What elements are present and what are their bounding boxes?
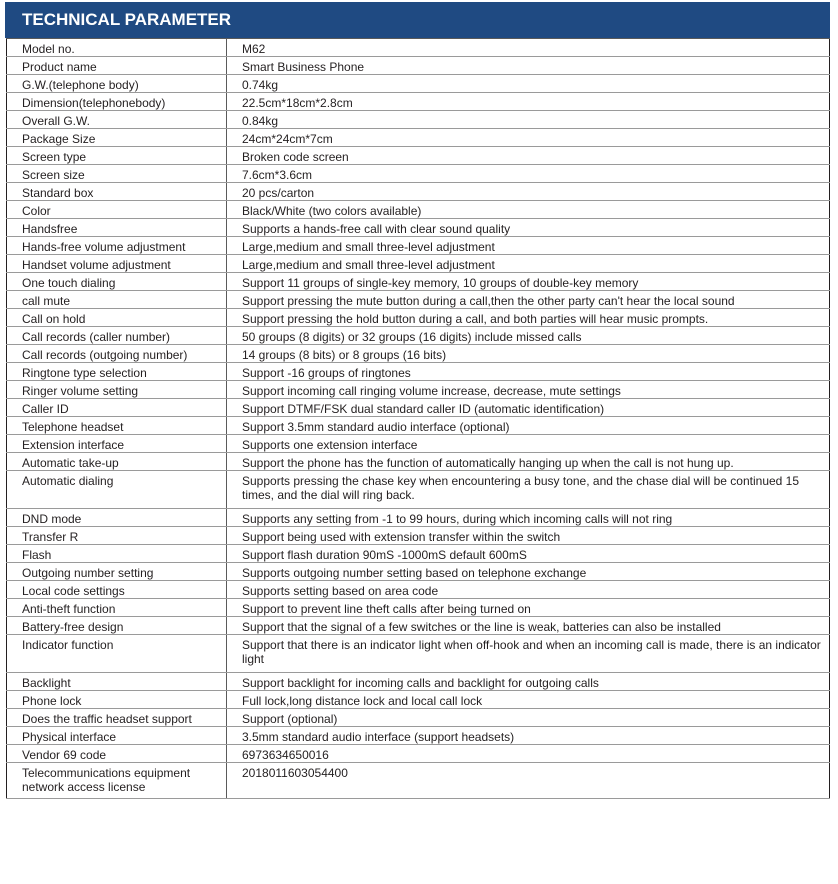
table-row <box>7 581 830 599</box>
table-row <box>7 563 830 581</box>
parameter-name: Extension interface <box>7 435 227 453</box>
table-row <box>7 417 830 435</box>
parameter-name: Screen size <box>7 165 227 183</box>
parameter-name: Screen type <box>7 147 227 165</box>
table-row <box>7 763 830 799</box>
table-row <box>7 453 830 471</box>
parameter-name: Physical interface <box>7 727 227 745</box>
parameter-name: Dimension(telephonebody) <box>7 93 227 111</box>
table-row <box>7 363 830 381</box>
table-row <box>7 75 830 93</box>
parameter-value: Support the phone has the function of automatically hanging up when the call is not hung up. <box>227 453 830 471</box>
parameter-name: Handsfree <box>7 219 227 237</box>
parameter-value: Supports outgoing number setting based on telephone exchange <box>227 563 830 581</box>
table-row <box>7 129 830 147</box>
parameter-value: Support backlight for incoming calls and backlight for outgoing calls <box>227 673 830 691</box>
table-row <box>7 727 830 745</box>
parameter-value: Supports setting based on area code <box>227 581 830 599</box>
parameter-value: 3.5mm standard audio interface (support headsets) <box>227 727 830 745</box>
table-row <box>7 635 830 673</box>
parameter-name: Does the traffic headset support <box>7 709 227 727</box>
parameter-value: Large,medium and small three-level adjustment <box>227 255 830 273</box>
parameter-name: One touch dialing <box>7 273 227 291</box>
table-row <box>7 509 830 527</box>
parameter-name: Telecommunications equipment network access license <box>7 763 227 799</box>
parameter-value: Supports pressing the chase key when encountering a busy tone, and the chase dial will be continued 15 times, and the dial will ring back. <box>227 471 830 509</box>
table-row <box>7 165 830 183</box>
parameter-name: Automatic dialing <box>7 471 227 509</box>
parameter-value: 0.84kg <box>227 111 830 129</box>
table-row <box>7 527 830 545</box>
table-row <box>7 691 830 709</box>
parameter-name: Telephone headset <box>7 417 227 435</box>
table-row <box>7 201 830 219</box>
parameter-name: Phone lock <box>7 691 227 709</box>
parameter-value: 50 groups (8 digits) or 32 groups (16 digits) include missed calls <box>227 327 830 345</box>
table-row <box>7 147 830 165</box>
table-row <box>7 617 830 635</box>
parameter-value: 7.6cm*3.6cm <box>227 165 830 183</box>
parameter-name: Local code settings <box>7 581 227 599</box>
table-row <box>7 435 830 453</box>
parameter-name: Anti-theft function <box>7 599 227 617</box>
table-row <box>7 111 830 129</box>
parameter-value: 0.74kg <box>227 75 830 93</box>
table-row <box>7 745 830 763</box>
parameter-value: Support pressing the mute button during a call,then the other party can't hear the local sound <box>227 291 830 309</box>
parameter-value: Support incoming call ringing volume increase, decrease, mute settings <box>227 381 830 399</box>
parameter-name: Indicator function <box>7 635 227 673</box>
parameter-value: 6973634650016 <box>227 745 830 763</box>
parameter-name: Battery-free design <box>7 617 227 635</box>
parameter-name: Outgoing number setting <box>7 563 227 581</box>
table-row <box>7 399 830 417</box>
parameter-value: M62 <box>227 39 830 57</box>
table-row <box>7 309 830 327</box>
parameter-name: Call on hold <box>7 309 227 327</box>
parameter-name: Call records (caller number) <box>7 327 227 345</box>
parameter-value: Support that the signal of a few switches or the line is weak, batteries can also be installed <box>227 617 830 635</box>
table-row <box>7 183 830 201</box>
parameter-name: Model no. <box>7 39 227 57</box>
parameter-value: 22.5cm*18cm*2.8cm <box>227 93 830 111</box>
table-row <box>7 237 830 255</box>
table-row <box>7 471 830 509</box>
parameter-name: Vendor 69 code <box>7 745 227 763</box>
parameter-value: 14 groups (8 bits) or 8 groups (16 bits) <box>227 345 830 363</box>
parameter-name: Automatic take-up <box>7 453 227 471</box>
parameter-name: Standard box <box>7 183 227 201</box>
parameter-value: Support being used with extension transfer within the switch <box>227 527 830 545</box>
section-title: TECHNICAL PARAMETER <box>5 2 830 38</box>
table-row <box>7 545 830 563</box>
parameter-name: Hands-free volume adjustment <box>7 237 227 255</box>
table-row <box>7 273 830 291</box>
parameter-name: call mute <box>7 291 227 309</box>
parameter-value: Support that there is an indicator light when off-hook and when an incoming call is made, there is an indicator light <box>227 635 830 673</box>
parameter-name: Transfer R <box>7 527 227 545</box>
parameter-name: Caller ID <box>7 399 227 417</box>
parameter-name: Package Size <box>7 129 227 147</box>
parameter-value: Support pressing the hold button during a call, and both parties will hear music prompts. <box>227 309 830 327</box>
parameter-value: Supports any setting from -1 to 99 hours, during which incoming calls will not ring <box>227 509 830 527</box>
parameter-name: Overall G.W. <box>7 111 227 129</box>
table-row <box>7 345 830 363</box>
parameter-name: Handset volume adjustment <box>7 255 227 273</box>
parameter-name: Color <box>7 201 227 219</box>
table-row <box>7 381 830 399</box>
parameter-value: 2018011603054400 <box>227 763 830 799</box>
parameter-value: Large,medium and small three-level adjustment <box>227 237 830 255</box>
parameter-name: Flash <box>7 545 227 563</box>
parameter-value: Support 11 groups of single-key memory, 10 groups of double-key memory <box>227 273 830 291</box>
table-row <box>7 39 830 57</box>
parameter-value: Supports one extension interface <box>227 435 830 453</box>
parameter-name: G.W.(telephone body) <box>7 75 227 93</box>
parameter-value: Support DTMF/FSK dual standard caller ID (automatic identification) <box>227 399 830 417</box>
table-row <box>7 673 830 691</box>
table-row <box>7 599 830 617</box>
parameter-name: Call records (outgoing number) <box>7 345 227 363</box>
table-row <box>7 219 830 237</box>
parameter-name: Ringer volume setting <box>7 381 227 399</box>
parameter-value: Black/White (two colors available) <box>227 201 830 219</box>
parameter-name: Backlight <box>7 673 227 691</box>
table-row <box>7 709 830 727</box>
parameter-value: Support flash duration 90mS -1000mS default 600mS <box>227 545 830 563</box>
technical-parameter-table <box>6 38 830 799</box>
table-row <box>7 57 830 75</box>
parameter-value: Smart Business Phone <box>227 57 830 75</box>
table-row <box>7 93 830 111</box>
parameter-value: Full lock,long distance lock and local call lock <box>227 691 830 709</box>
table-row <box>7 327 830 345</box>
parameter-value: 20 pcs/carton <box>227 183 830 201</box>
parameter-value: 24cm*24cm*7cm <box>227 129 830 147</box>
parameter-name: Ringtone type selection <box>7 363 227 381</box>
parameter-name: DND mode <box>7 509 227 527</box>
table-row <box>7 291 830 309</box>
parameter-value: Supports a hands-free call with clear sound quality <box>227 219 830 237</box>
parameter-value: Support 3.5mm standard audio interface (optional) <box>227 417 830 435</box>
parameter-value: Support (optional) <box>227 709 830 727</box>
parameter-name: Product name <box>7 57 227 75</box>
parameter-value: Broken code screen <box>227 147 830 165</box>
parameter-value: Support to prevent line theft calls after being turned on <box>227 599 830 617</box>
parameter-value: Support -16 groups of ringtones <box>227 363 830 381</box>
table-row <box>7 255 830 273</box>
